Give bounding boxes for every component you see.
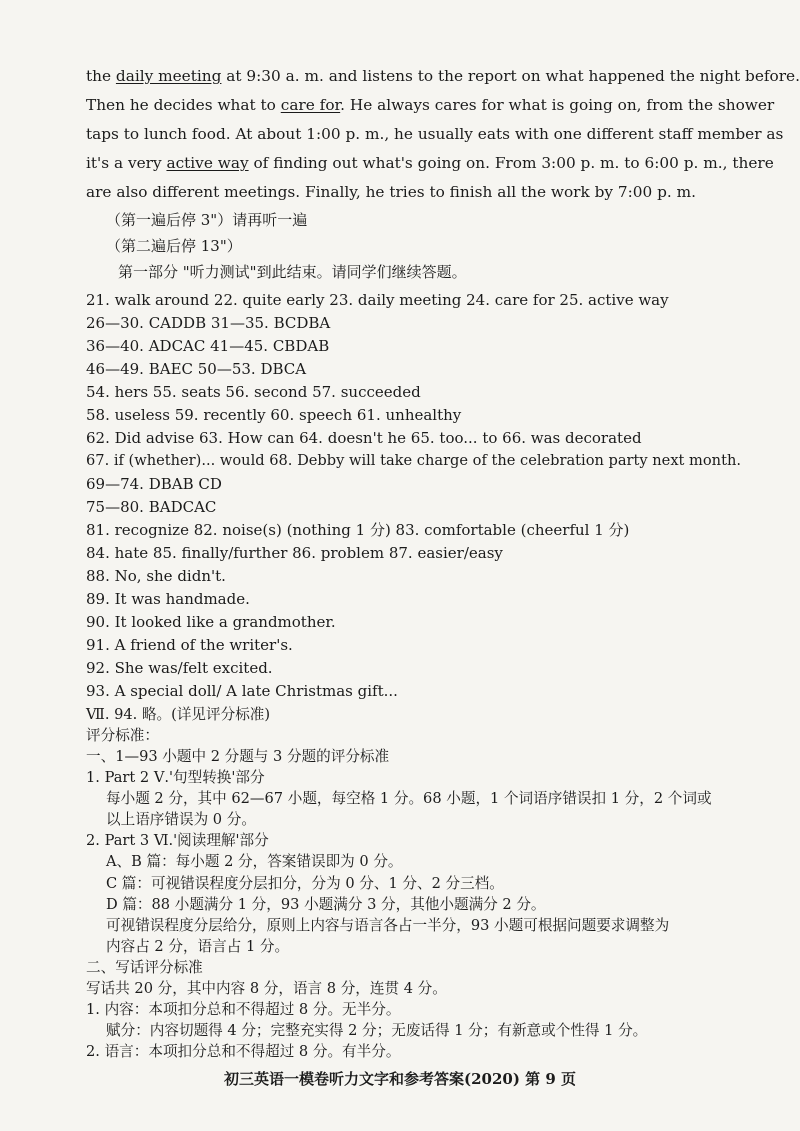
scoring-line: Ⅶ. 94. 略。(详见评分标准) [86,706,271,723]
answer-line: 46—49. BAEC 50—53. DBCA [86,360,307,378]
pause-note-1: （第一遍后停 3"）请再听一遍 [106,211,308,229]
scoring-heading: 一、1—93 小题中 2 分题与 3 分题的评分标准 [86,748,390,765]
passage-line-3: taps to lunch food. At about 1:00 p. m., he usually eats with one different staff member as [86,125,784,143]
answer-line: 36—40. ADCAC 41—45. CBDAB [86,337,330,355]
answer-line: 58. useless 59. recently 60. speech 61. unhealthy [86,406,462,424]
passage-line-4: it's a very active way of finding out what's going on. From 3:00 p. m. to 6:00 p. m., there [86,154,774,172]
answer-line: 81. recognize 82. noise(s) (nothing 1 分) 83. comfortable (cheerful 1 分) [86,521,630,539]
answer-line: 93. A special doll/ A late Christmas gift... [86,682,398,700]
section-end-note: 第一部分 "听力测试"到此结束。请同学们继续答题。 [118,263,467,281]
scoring-line: 赋分：内容切题得 4 分；完整充实得 2 分；无废话得 1 分；有新意或个性得 1 分。 [106,1022,648,1039]
answer-line: 88. No, she didn't. [86,567,226,585]
scoring-line: 每小题 2 分，其中 62—67 小题，每空格 1 分。68 小题，1 个词语序错误扣 1 分，2 个词或 [106,790,712,807]
answer-line: 90. It looked like a grandmother. [86,613,336,631]
answer-line: 26—30. CADDB 31—35. BCDBA [86,314,331,332]
answer-line: 62. Did advise 63. How can 64. doesn't he 65. too... to 66. was decorated [86,429,642,447]
answer-line: 67. if (whether)... would 68. Debby will take charge of the celebration party next month. [86,452,741,469]
answer-line: 84. hate 85. finally/further 86. problem 87. easier/easy [86,544,503,562]
passage-line-1: the daily meeting at 9:30 a. m. and listens to the report on what happened the night before. [86,67,800,85]
scoring-line: 2. 语言：本项扣分总和不得超过 8 分。有半分。 [86,1043,401,1060]
answer-line: 75—80. BADCAC [86,498,217,516]
answer-line: 91. A friend of the writer's. [86,636,293,654]
page-footer: 初三英语一模卷听力文字和参考答案(2020) 第 9 页 [223,1070,577,1088]
underlined-phrase: daily meeting [115,67,222,85]
underlined-phrase: care for [280,96,341,114]
scoring-line: 1. Part 2 Ⅴ.'句型转换'部分 [86,769,265,786]
scoring-line: 写话共 20 分，其中内容 8 分，语言 8 分，连贯 4 分。 [86,980,447,997]
answer-line: 54. hers 55. seats 56. second 57. succeeded [86,383,421,401]
scoring-line: 1. 内容：本项扣分总和不得超过 8 分。无半分。 [86,1001,401,1018]
passage-line-5: are also different meetings. Finally, he tries to finish all the work by 7:00 p. m. [86,183,697,201]
scoring-heading: 评分标准： [86,727,159,744]
passage-line-2: Then he decides what to care for. He always cares for what is going on, from the shower [86,96,775,114]
scoring-line: 以上语序错误为 0 分。 [106,811,256,828]
scoring-line: A、B 篇：每小题 2 分，答案错误即为 0 分。 [106,853,403,870]
pause-note-2: （第二遍后停 13"） [106,237,242,255]
answer-line: 89. It was handmade. [86,590,250,608]
answer-line: 69—74. DBAB CD [86,475,222,493]
scoring-line: 2. Part 3 Ⅵ.'阅读理解'部分 [86,832,269,849]
answer-line: 21. walk around 22. quite early 23. daily meeting 24. care for 25. active way [86,291,669,309]
scoring-line: C 篇：可视错误程度分层扣分，分为 0 分、1 分、2 分三档。 [106,875,504,892]
scoring-line: D 篇：88 小题满分 1 分，93 小题满分 3 分，其他小题满分 2 分。 [106,896,546,913]
scoring-line: 可视错误程度分层给分，原则上内容与语言各占一半分，93 小题可根据问题要求调整为 [106,917,670,934]
scoring-line: 内容占 2 分，语言占 1 分。 [106,938,290,955]
underlined-phrase: active way [166,154,249,172]
answer-line: 92. She was/felt excited. [86,659,273,677]
scoring-heading: 二、写话评分标准 [86,959,203,976]
